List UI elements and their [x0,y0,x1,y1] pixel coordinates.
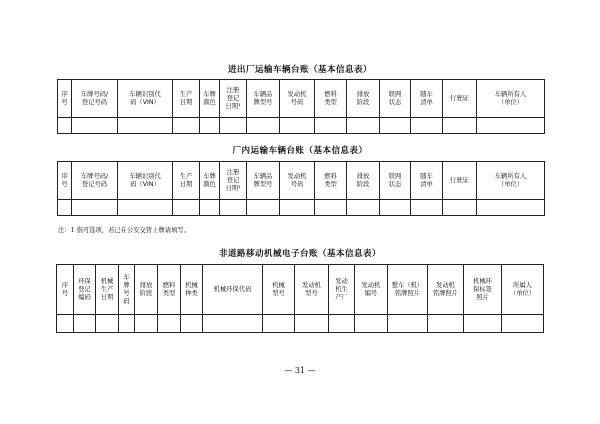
table-row [57,315,544,333]
table-cell[interactable] [263,315,295,333]
column-header-line: 编码 [78,293,91,301]
page-number: — 31 — [284,366,316,375]
column-header-line: 车辆品 [253,172,273,180]
column-header-line: 铭牌照片 [394,289,421,297]
column-header-line: 联网 [388,90,402,98]
column-header-line: 发动机 [302,281,321,289]
column-header [57,265,74,315]
column-header-line: 日期¹ [225,184,241,192]
table-cell[interactable] [315,118,347,134]
footnote: 注：1 指可选项，若已在公安交管上牌请填写。 [58,227,190,234]
table-cell[interactable] [280,200,315,216]
column-header-line: 排放 [139,281,153,289]
column-header [72,80,118,118]
table-cell[interactable] [200,200,220,216]
column-header-line: （单位） [497,98,524,106]
column-header-line: 码（VIN） [130,180,160,188]
column-header-line: 排放 [356,90,370,98]
inbound-outbound-vehicle-ledger-table [57,79,545,134]
column-header [315,80,347,118]
column-header-line: 行驶证 [450,176,469,184]
table-cell[interactable] [247,118,280,134]
column-header [428,265,464,315]
column-header-line: 排放 [356,172,370,180]
table-cell[interactable] [200,118,220,134]
table2-title: 厂内运输车辆台账（基本信息表） [232,146,368,156]
column-header-line: 整车（机） [391,281,424,289]
table-cell[interactable] [173,200,200,216]
table-cell[interactable] [118,118,173,134]
table-cell[interactable] [118,200,173,216]
column-header [347,80,380,118]
column-header-line: 登记号码 [81,180,108,188]
column-header-line: 状态 [388,180,402,188]
column-header [247,80,280,118]
column-header-line: 阶段 [356,180,370,188]
column-header-line: 机械环保代码 [213,285,252,293]
table-cell[interactable] [428,315,464,333]
column-header [158,265,181,315]
table-cell[interactable] [477,200,545,216]
column-header [329,265,355,315]
column-header-line: 序 [61,172,68,180]
column-header-line: （单位） [509,289,536,297]
column-header-line: 生产 [179,90,193,98]
column-header-line: 清单 [420,98,433,106]
column-header [355,265,388,315]
column-header-line: 注册 [226,86,240,94]
column-header-line: 日期 [179,180,193,188]
column-header-line: 阶段 [139,289,153,297]
column-header-line: 车辆所有人 [494,90,527,98]
column-header [477,162,545,200]
column-header-line: 生产 [179,172,193,180]
column-header-line: 日期¹ [225,102,241,110]
column-header-line: 生产 [100,285,114,293]
in-plant-vehicle-ledger-table [57,161,545,216]
table-cell[interactable] [443,200,477,216]
table-cell[interactable] [220,200,247,216]
column-header-line: 燃料 [324,90,337,98]
column-header [477,80,545,118]
column-header-line: 号 [61,289,69,297]
column-header [388,265,428,315]
table-cell[interactable] [388,315,428,333]
table-cell[interactable] [380,200,411,216]
table-cell[interactable] [411,200,443,216]
column-header [200,80,220,118]
column-header-line: （单位） [497,180,524,188]
column-header-line: 随车 [420,90,433,98]
column-header [72,162,118,200]
column-header-line: 车牌号码/ [80,90,109,98]
table-cell[interactable] [280,118,315,134]
table-cell[interactable] [295,315,329,333]
column-header-line: 发动 [335,277,348,285]
column-header-line: 种类 [185,289,198,297]
table-cell[interactable] [96,315,119,333]
column-header-line: 日期 [179,98,193,106]
column-header-line: 码 [123,297,130,305]
column-header-line: 编号 [364,289,378,297]
column-header-line: 序 [61,90,68,98]
column-header-line: 型号 [305,289,318,297]
column-header [200,162,220,200]
column-header [380,162,411,200]
column-header-line: 登记 [226,94,240,102]
column-header [58,80,72,118]
table-cell[interactable] [119,315,135,333]
column-header [411,80,443,118]
column-header [443,80,477,118]
table-cell[interactable] [57,315,74,333]
column-header-line: 号 [61,98,68,106]
column-header-line: 车辆品 [253,90,273,98]
column-header-line: 登记 [226,176,240,184]
table-cell[interactable] [58,118,72,134]
column-header-line: 机生 [335,285,348,293]
column-header [247,162,280,200]
non-road-machinery-ledger-table [56,264,544,333]
column-header-line: 类型 [324,180,337,188]
column-header-line: 码（VIN） [130,98,160,106]
column-header [173,80,200,118]
column-header-line: 颜色 [203,180,216,188]
column-header-line: 车辆识别代 [129,172,161,180]
table-cell[interactable] [329,315,355,333]
column-header-line: 车牌 [203,90,216,98]
column-header [315,162,347,200]
column-header-line: 牌型号 [253,180,273,188]
column-header-line: 车辆识别代 [129,90,161,98]
column-header-line: 注册 [226,168,240,176]
column-header-line: 日期 [100,293,114,301]
column-header-line: 号 [123,289,130,297]
table-cell[interactable] [347,200,380,216]
table-cell[interactable] [135,315,158,333]
table-cell[interactable] [477,118,545,134]
column-header [203,265,263,315]
table-cell[interactable] [443,118,477,134]
column-header [464,265,502,315]
column-header-line: 所属人 [513,281,532,289]
table-row [58,200,545,216]
column-header [380,80,411,118]
table-cell[interactable] [58,200,72,216]
column-header-line: 燃料 [162,281,176,289]
column-header-line: 号 [61,180,68,188]
column-header-line: 车辆所有人 [494,172,527,180]
column-header-line: 牌型号 [253,98,273,106]
column-header [280,80,315,118]
table-cell[interactable] [74,315,96,333]
column-header-line: 车 [123,273,130,281]
column-header-line: 发动机 [361,281,381,289]
column-header-line: 登记号码 [81,98,108,106]
column-header [119,265,135,315]
table-cell[interactable] [502,315,544,333]
table-cell[interactable] [72,118,118,134]
column-header [118,162,173,200]
column-header-line: 保标签 [473,285,492,293]
column-header [96,265,119,315]
column-header-line: 阶段 [356,98,370,106]
column-header-line: 号码 [290,98,304,106]
column-header [74,265,96,315]
column-header-line: 序 [61,281,69,289]
column-header-line: 联网 [388,172,402,180]
column-header-line: 型号 [272,289,285,297]
column-header-line: 发动机 [287,90,307,98]
column-header-line: 随车 [420,172,433,180]
table1-title: 进出厂运输车辆台账（基本信息表） [227,65,372,75]
column-header-line: 照片 [476,293,489,301]
column-header-line: 产厂 [335,293,348,301]
column-header-line: 环保 [78,277,91,285]
column-header [411,162,443,200]
table-cell[interactable] [355,315,388,333]
column-header [443,162,477,200]
column-header [118,80,173,118]
table-cell[interactable] [72,200,118,216]
table3-title: 非道路移动机械电子台账（基本信息表） [218,249,381,259]
column-header-line: 状态 [388,98,402,106]
column-header-line: 类型 [324,98,337,106]
column-header [173,162,200,200]
column-header [263,265,295,315]
column-header-line: 铭牌照片 [432,289,459,297]
column-header-line: 燃料 [324,172,337,180]
table-cell[interactable] [347,118,380,134]
table-cell[interactable] [315,200,347,216]
column-header [181,265,203,315]
column-header-line: 车牌号码/ [80,172,109,180]
column-header-line: 发动机 [287,172,307,180]
table-row [58,118,545,134]
table-cell[interactable] [173,118,200,134]
table-cell[interactable] [411,118,443,134]
column-header-line: 牌 [123,281,130,289]
table-cell[interactable] [220,118,247,134]
table-cell[interactable] [203,315,263,333]
column-header-line: 机械 [272,281,285,289]
column-header-line: 机械 [100,277,114,285]
column-header-line: 登记 [78,285,91,293]
column-header-line: 机械环 [473,277,492,285]
table-cell[interactable] [380,118,411,134]
column-header-line: 类型 [162,289,176,297]
column-header-line: 车牌 [203,172,216,180]
column-header-line: 发动机 [436,281,455,289]
column-header [295,265,329,315]
column-header-line: 清单 [420,180,433,188]
table-cell[interactable] [464,315,502,333]
table-cell[interactable] [247,200,280,216]
column-header-line: 行驶证 [450,94,469,102]
column-header [280,162,315,200]
column-header [502,265,544,315]
column-header-line: 颜色 [203,98,216,106]
column-header-line: 号码 [290,180,304,188]
column-header [347,162,380,200]
table-cell[interactable] [181,315,203,333]
column-header [220,162,247,200]
column-header [220,80,247,118]
column-header-line: 机械 [185,281,198,289]
table-cell[interactable] [158,315,181,333]
column-header [135,265,158,315]
column-header [58,162,72,200]
